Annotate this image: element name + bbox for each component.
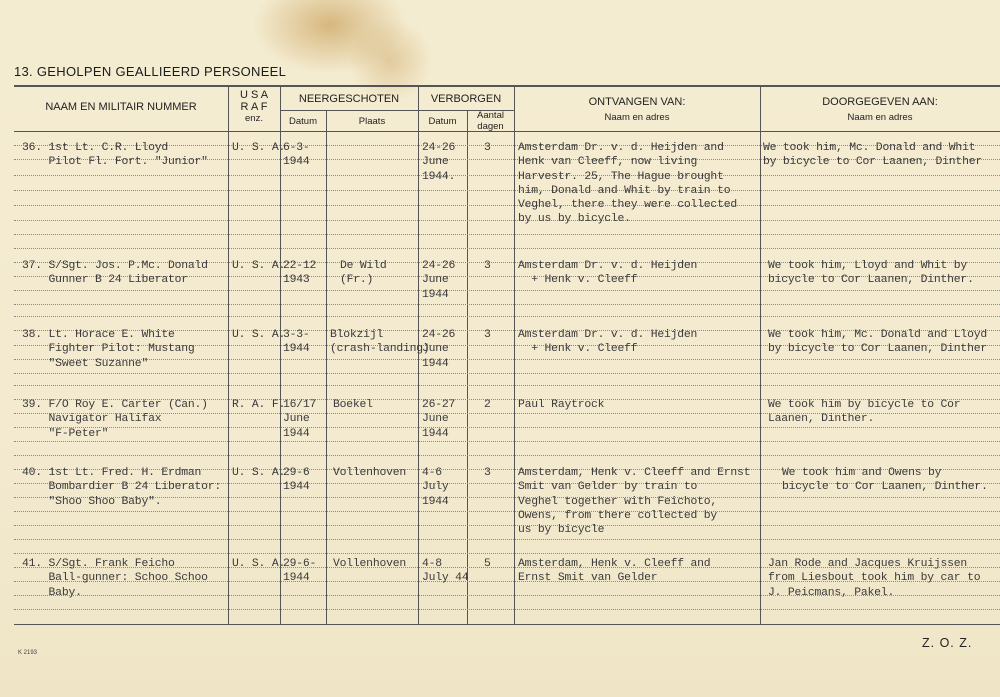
entry-passed: We took him, Mc. Donald and Lloyd by bicycle to Cor Laanen, Dinther [768, 329, 987, 356]
rule-line [14, 190, 1000, 191]
header-usa-line2: R A F [240, 101, 268, 113]
entry-shot-date: 16/17 June 1944 [283, 399, 317, 440]
header-plaats: Plaats [358, 116, 386, 127]
header-usa-line1: U S A [239, 89, 269, 101]
entry-received: Amsterdam Dr. v. d. Heijden + Henk v. Cleeff [518, 329, 698, 356]
entry-received: Amsterdam, Henk v. Cleeff and Ernst Smit van Gelder [518, 558, 711, 585]
rule-line [14, 609, 1000, 610]
col-divider-hidden-date [467, 110, 468, 624]
entry-received: Paul Raytrock [518, 399, 605, 411]
header-naam: NAAM EN MILITAIR NUMMER [45, 101, 197, 113]
table-top-border [14, 85, 1000, 87]
rule-line [14, 248, 1000, 249]
entry-hidden-date: 24-26 June 1944. [422, 142, 456, 183]
entry-hidden-date: 24-26 June 1944 [422, 329, 456, 370]
entry-shot-place: Vollenhoven [333, 558, 406, 570]
entry-received: Amsterdam Dr. v. d. Heijden + Henk v. Cleeff [518, 260, 698, 287]
rule-line [14, 205, 1000, 206]
rule-line [14, 455, 1000, 456]
entry-nation: U. S. A. [232, 467, 286, 479]
rule-line [14, 539, 1000, 540]
rule-line [14, 441, 1000, 442]
entry-name: 40. 1st Lt. Fred. H. Erdman Bombardier B 24 Liberator: "Shoo Shoo Baby". [22, 467, 222, 508]
col-divider-shot-date [326, 110, 327, 624]
header-neergeschoten: NEERGESCHOTEN [298, 93, 400, 105]
header-datum2: Datum [428, 116, 457, 127]
entry-nation: U. S. A. [232, 329, 286, 341]
header-doorgegeven: DOORGEGEVEN AAN: [822, 96, 938, 108]
header-usa [228, 89, 280, 125]
col-divider-received [760, 85, 761, 624]
header-doorgegeven-sub: Naam en adres [847, 112, 913, 123]
entry-received: Amsterdam Dr. v. d. Heijden and Henk van Cleeff, now living Harvestr. 25, The Hague brought him, Donald and Whit by train to Veghel, there they were collected by us by bicycle. [518, 142, 737, 226]
rule-line [14, 290, 1000, 291]
entry-nation: U. S. A. [232, 142, 286, 154]
rule-line [14, 220, 1000, 221]
table-bottom-border [14, 624, 1000, 625]
entry-name: 38. Lt. Horace E. White Fighter Pilot: Mustang "Sweet Suzanne" [22, 329, 195, 370]
entry-nation: R. A. F. [232, 399, 286, 411]
entry-days: 3 [484, 142, 491, 154]
entry-nation: U. S. A. [232, 558, 286, 570]
entry-shot-date: 3-3- 1944 [283, 329, 310, 356]
rule-line [14, 385, 1000, 386]
entry-nation: U. S. A. [232, 260, 286, 272]
entry-hidden-date: 4-6 July 1944 [422, 467, 449, 508]
col-divider-name [228, 85, 229, 624]
header-verborgen: VERBORGEN [430, 93, 502, 105]
entry-passed: We took him, Lloyd and Whit by bicycle to Cor Laanen, Dinther. [768, 260, 974, 287]
form-code: K 2193 [18, 650, 38, 656]
entry-shot-date: 29-6- 1944 [283, 558, 317, 585]
entry-shot-place: De Wild (Fr.) [340, 260, 387, 287]
entry-hidden-date: 24-26 June 1944 [422, 260, 456, 301]
entry-name: 39. F/O Roy E. Carter (Can.) Navigator Halifax "F-Peter" [22, 399, 208, 440]
entry-shot-place: Vollenhoven [333, 467, 406, 479]
entry-name: 36. 1st Lt. C.R. Lloyd Pilot Fl. Fort. "Junior" [22, 142, 208, 169]
rule-line [14, 175, 1000, 176]
entry-shot-date: 6-3- 1944 [283, 142, 310, 169]
col-divider-nation [280, 85, 281, 624]
entry-passed: Jan Rode and Jacques Kruijssen from Liesbout took him by car to J. Peicmans, Pakel. [768, 558, 981, 599]
entry-shot-date: 29-6 1944 [283, 467, 310, 494]
header-ontvangen: ONTVANGEN VAN: [588, 96, 686, 108]
col-divider-days [514, 85, 515, 624]
rule-line [14, 511, 1000, 512]
entry-hidden-date: 4-8 July 44 [422, 558, 469, 585]
rule-line [14, 373, 1000, 374]
rule-line [14, 553, 1000, 554]
header-usa-line3: enz. [245, 113, 263, 124]
header-dagen: dagen [477, 121, 504, 132]
entry-shot-place: Boekel [333, 399, 373, 411]
rule-line [14, 234, 1000, 235]
entry-days: 2 [484, 399, 491, 411]
entry-shot-place: Blokzijl (crash-landing) [330, 329, 430, 356]
page-turn-note: Z. O. Z. [922, 636, 973, 650]
section-title: 13. GEHOLPEN GEALLIEERD PERSONEEL [14, 64, 287, 79]
entry-passed: We took him by bicycle to Cor Laanen, Dinther. [768, 399, 961, 426]
header-datum: Datum [289, 116, 317, 127]
entry-days: 3 [484, 329, 491, 341]
entry-days: 3 [484, 260, 491, 272]
entry-days: 3 [484, 467, 491, 479]
rule-line [14, 316, 1000, 317]
rule-line [14, 525, 1000, 526]
header-aantal: Aantal [477, 110, 504, 121]
entry-passed: We took him and Owens by bicycle to Cor Laanen, Dinther. [782, 467, 988, 494]
entry-name: 37. S/Sgt. Jos. P.Mc. Donald Gunner B 24 Liberator [22, 260, 208, 287]
entry-received: Amsterdam, Henk v. Cleeff and Ernst Smit van Gelder by train to Veghel together with Feichoto, Owens, from there collected by us by bicycle [518, 467, 751, 537]
entry-passed: We took him, Mc. Donald and Whit by bicycle to Cor Laanen, Dinther [763, 142, 982, 169]
entry-days: 5 [484, 558, 491, 570]
header-ontvangen-sub: Naam en adres [604, 112, 670, 123]
entry-name: 41. S/Sgt. Frank Feicho Ball-gunner: Schoo Schoo Baby. [22, 558, 208, 599]
header-aantal-dagen [467, 110, 514, 132]
entry-shot-date: 22-12 1943 [283, 260, 317, 287]
entry-hidden-date: 26-27 June 1944 [422, 399, 456, 440]
rule-line [14, 304, 1000, 305]
